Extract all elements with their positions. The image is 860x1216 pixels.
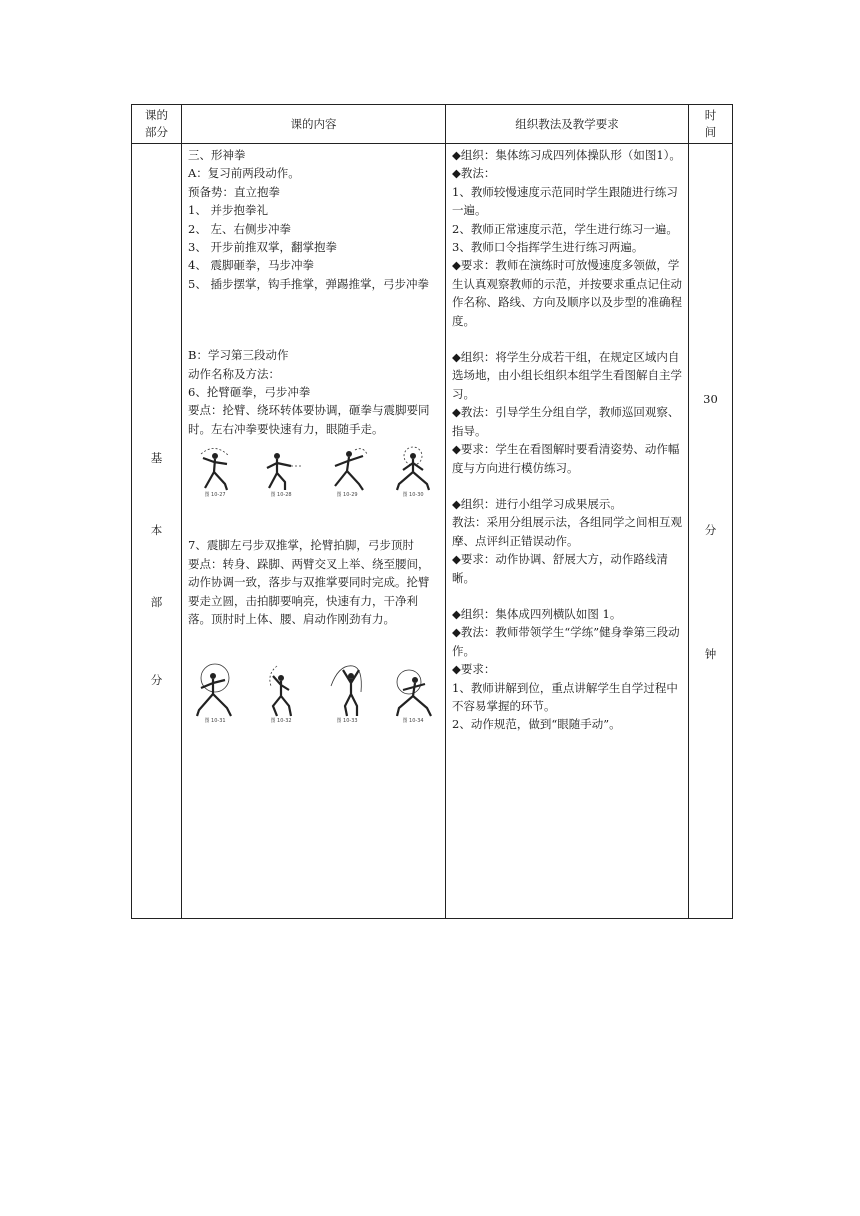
martial-figure-2 <box>254 444 308 498</box>
martial-figure-7 <box>320 662 374 724</box>
header-time-line1: 时 <box>704 108 717 122</box>
move-item-5: 5、 插步摆掌，钩手推掌，弹踢推掌，弓步冲拳 <box>188 276 429 291</box>
move-item-3: 3、 开步前推双掌，翻掌抱拳 <box>188 240 337 255</box>
figure-caption: 图 10-28 <box>270 492 292 499</box>
lesson-plan-table <box>131 104 733 919</box>
move-7-points: 要点：转身、跺脚、两臂交叉上举、绕至腰间，动作协调一致，落步与双推掌要同时完成。抡臂要走立圆，击拍脚要响亮，快速有力，干净利落。顶肘时上体、腰、肩动作刚劲有力。 <box>188 556 430 626</box>
content-column <box>182 144 446 919</box>
figure-illustration <box>257 662 305 718</box>
time-minutes: 30 <box>703 392 718 406</box>
figure-illustration <box>259 444 303 492</box>
figure-caption: 图 10-30 <box>402 492 424 499</box>
figure-illustration <box>391 444 435 492</box>
figure-illustration <box>191 662 239 718</box>
method-requirement-4: ◆要求： <box>452 662 496 677</box>
figure-caption: 图 10-27 <box>204 492 226 499</box>
time-char-1: 分 <box>704 523 717 537</box>
method-requirement-3: ◆要求：动作协调、舒展大方，动作路线清晰。 <box>452 552 668 585</box>
part-char-1: 基 <box>150 451 163 465</box>
method-requirement-1: ◆要求：教师在演练时可放慢速度多领做，学生认真观察教师的示范，并按要求重点记住动作名称、路线、方向及顺序以及步型的准确程度。 <box>452 258 682 328</box>
learn-heading: B：学习第三段动作 <box>188 348 289 363</box>
martial-figure-1 <box>188 444 242 498</box>
figure-caption: 图 10-31 <box>204 718 226 725</box>
time-char-2: 钟 <box>704 647 717 661</box>
part-char-3: 部 <box>150 595 163 609</box>
ready-stance: 预备势：直立抱拳 <box>188 184 280 199</box>
header-lesson-part <box>132 105 182 144</box>
method-org-3: ◆组织：进行小组学习成果展示。 <box>452 496 622 511</box>
method-org-1: ◆组织：集体练习成四列体操队形（如图1）。 <box>452 148 681 162</box>
method-step-3: 3、教师口令指挥学生进行练习两遍。 <box>452 240 644 255</box>
figure-caption: 图 10-33 <box>336 718 358 725</box>
figure-illustration <box>325 444 369 492</box>
method-requirement-2: ◆要求：学生在看图解时要看清姿势、动作幅度与方向进行模仿练习。 <box>452 442 680 475</box>
part-column <box>132 144 182 919</box>
method-teach-2: ◆教法：引导学生分组自学，教师巡回观察、指导。 <box>452 405 680 438</box>
header-lesson-content: 课的内容 <box>182 105 446 144</box>
move-item-2: 2、 左、右侧步冲拳 <box>188 221 291 236</box>
martial-figure-8 <box>386 662 440 724</box>
method-org-2: ◆组织：将学生分成若干组，在规定区域内自选场地，由小组长组织本组学生看图解自主学习。 <box>452 350 682 401</box>
method-org-4: ◆组织：集体成四列横队如图 1。 <box>452 606 622 621</box>
figure-strip-1 <box>188 444 440 498</box>
move-item-1: 1、 并步抱拳礼 <box>188 203 268 218</box>
martial-figure-3 <box>320 444 374 498</box>
martial-figure-4 <box>386 444 440 498</box>
method-step-2: 2、教师正常速度示范，学生进行练习一遍。 <box>452 221 678 236</box>
method-teach-4: ◆教法：教师带领学生“学练”健身拳第三段动作。 <box>452 625 680 658</box>
figure-caption: 图 10-34 <box>402 718 424 725</box>
method-column <box>446 144 689 919</box>
method-subheading: 动作名称及方法： <box>188 366 280 381</box>
method-step-1: 1、教师较慢速度示范同时学生跟随进行练习一遍。 <box>452 184 678 218</box>
move-item-4: 4、 震脚砸拳，马步冲拳 <box>188 258 314 273</box>
figure-illustration <box>389 662 437 718</box>
figure-caption: 图 10-32 <box>270 718 292 725</box>
martial-figure-6 <box>254 662 308 724</box>
header-lesson-part-line1: 课的 <box>145 108 168 122</box>
method-teach-3: 教法：采用分组展示法，各组同学之间相互观摩、点评纠正错误动作。 <box>452 515 682 548</box>
move-6-points: 要点：抡臂、绕环转体要协调，砸拳与震脚要同时。左右冲拳要快速有力，眼随手走。 <box>188 403 430 436</box>
method-requirement-4-item-1: 1、教师讲解到位，重点讲解学生自学过程中不容易掌握的环节。 <box>452 680 678 713</box>
header-time-line2: 间 <box>704 125 717 139</box>
review-heading: A：复习前两段动作。 <box>188 166 300 181</box>
header-lesson-part-line2: 部分 <box>145 125 168 139</box>
method-teach-heading: ◆教法： <box>452 166 496 181</box>
content-title: 三、形神拳 <box>188 148 246 162</box>
header-teaching-method: 组织教法及教学要求 <box>446 105 689 144</box>
figure-caption: 图 10-29 <box>336 492 358 499</box>
part-char-2: 本 <box>150 523 163 537</box>
figure-illustration <box>193 444 237 492</box>
header-time <box>689 105 733 144</box>
move-7-title: 7、震脚左弓步双推掌，抡臂拍脚，弓步顶肘 <box>188 538 414 553</box>
method-requirement-4-item-2: 2、动作规范，做到“眼随手动”。 <box>452 717 621 732</box>
time-column <box>689 144 733 919</box>
martial-figure-5 <box>188 662 242 724</box>
part-char-4: 分 <box>150 673 163 687</box>
figure-strip-2 <box>188 662 440 724</box>
move-6-title: 6、抡臂砸拳，弓步冲拳 <box>188 385 311 400</box>
figure-illustration <box>323 662 371 718</box>
